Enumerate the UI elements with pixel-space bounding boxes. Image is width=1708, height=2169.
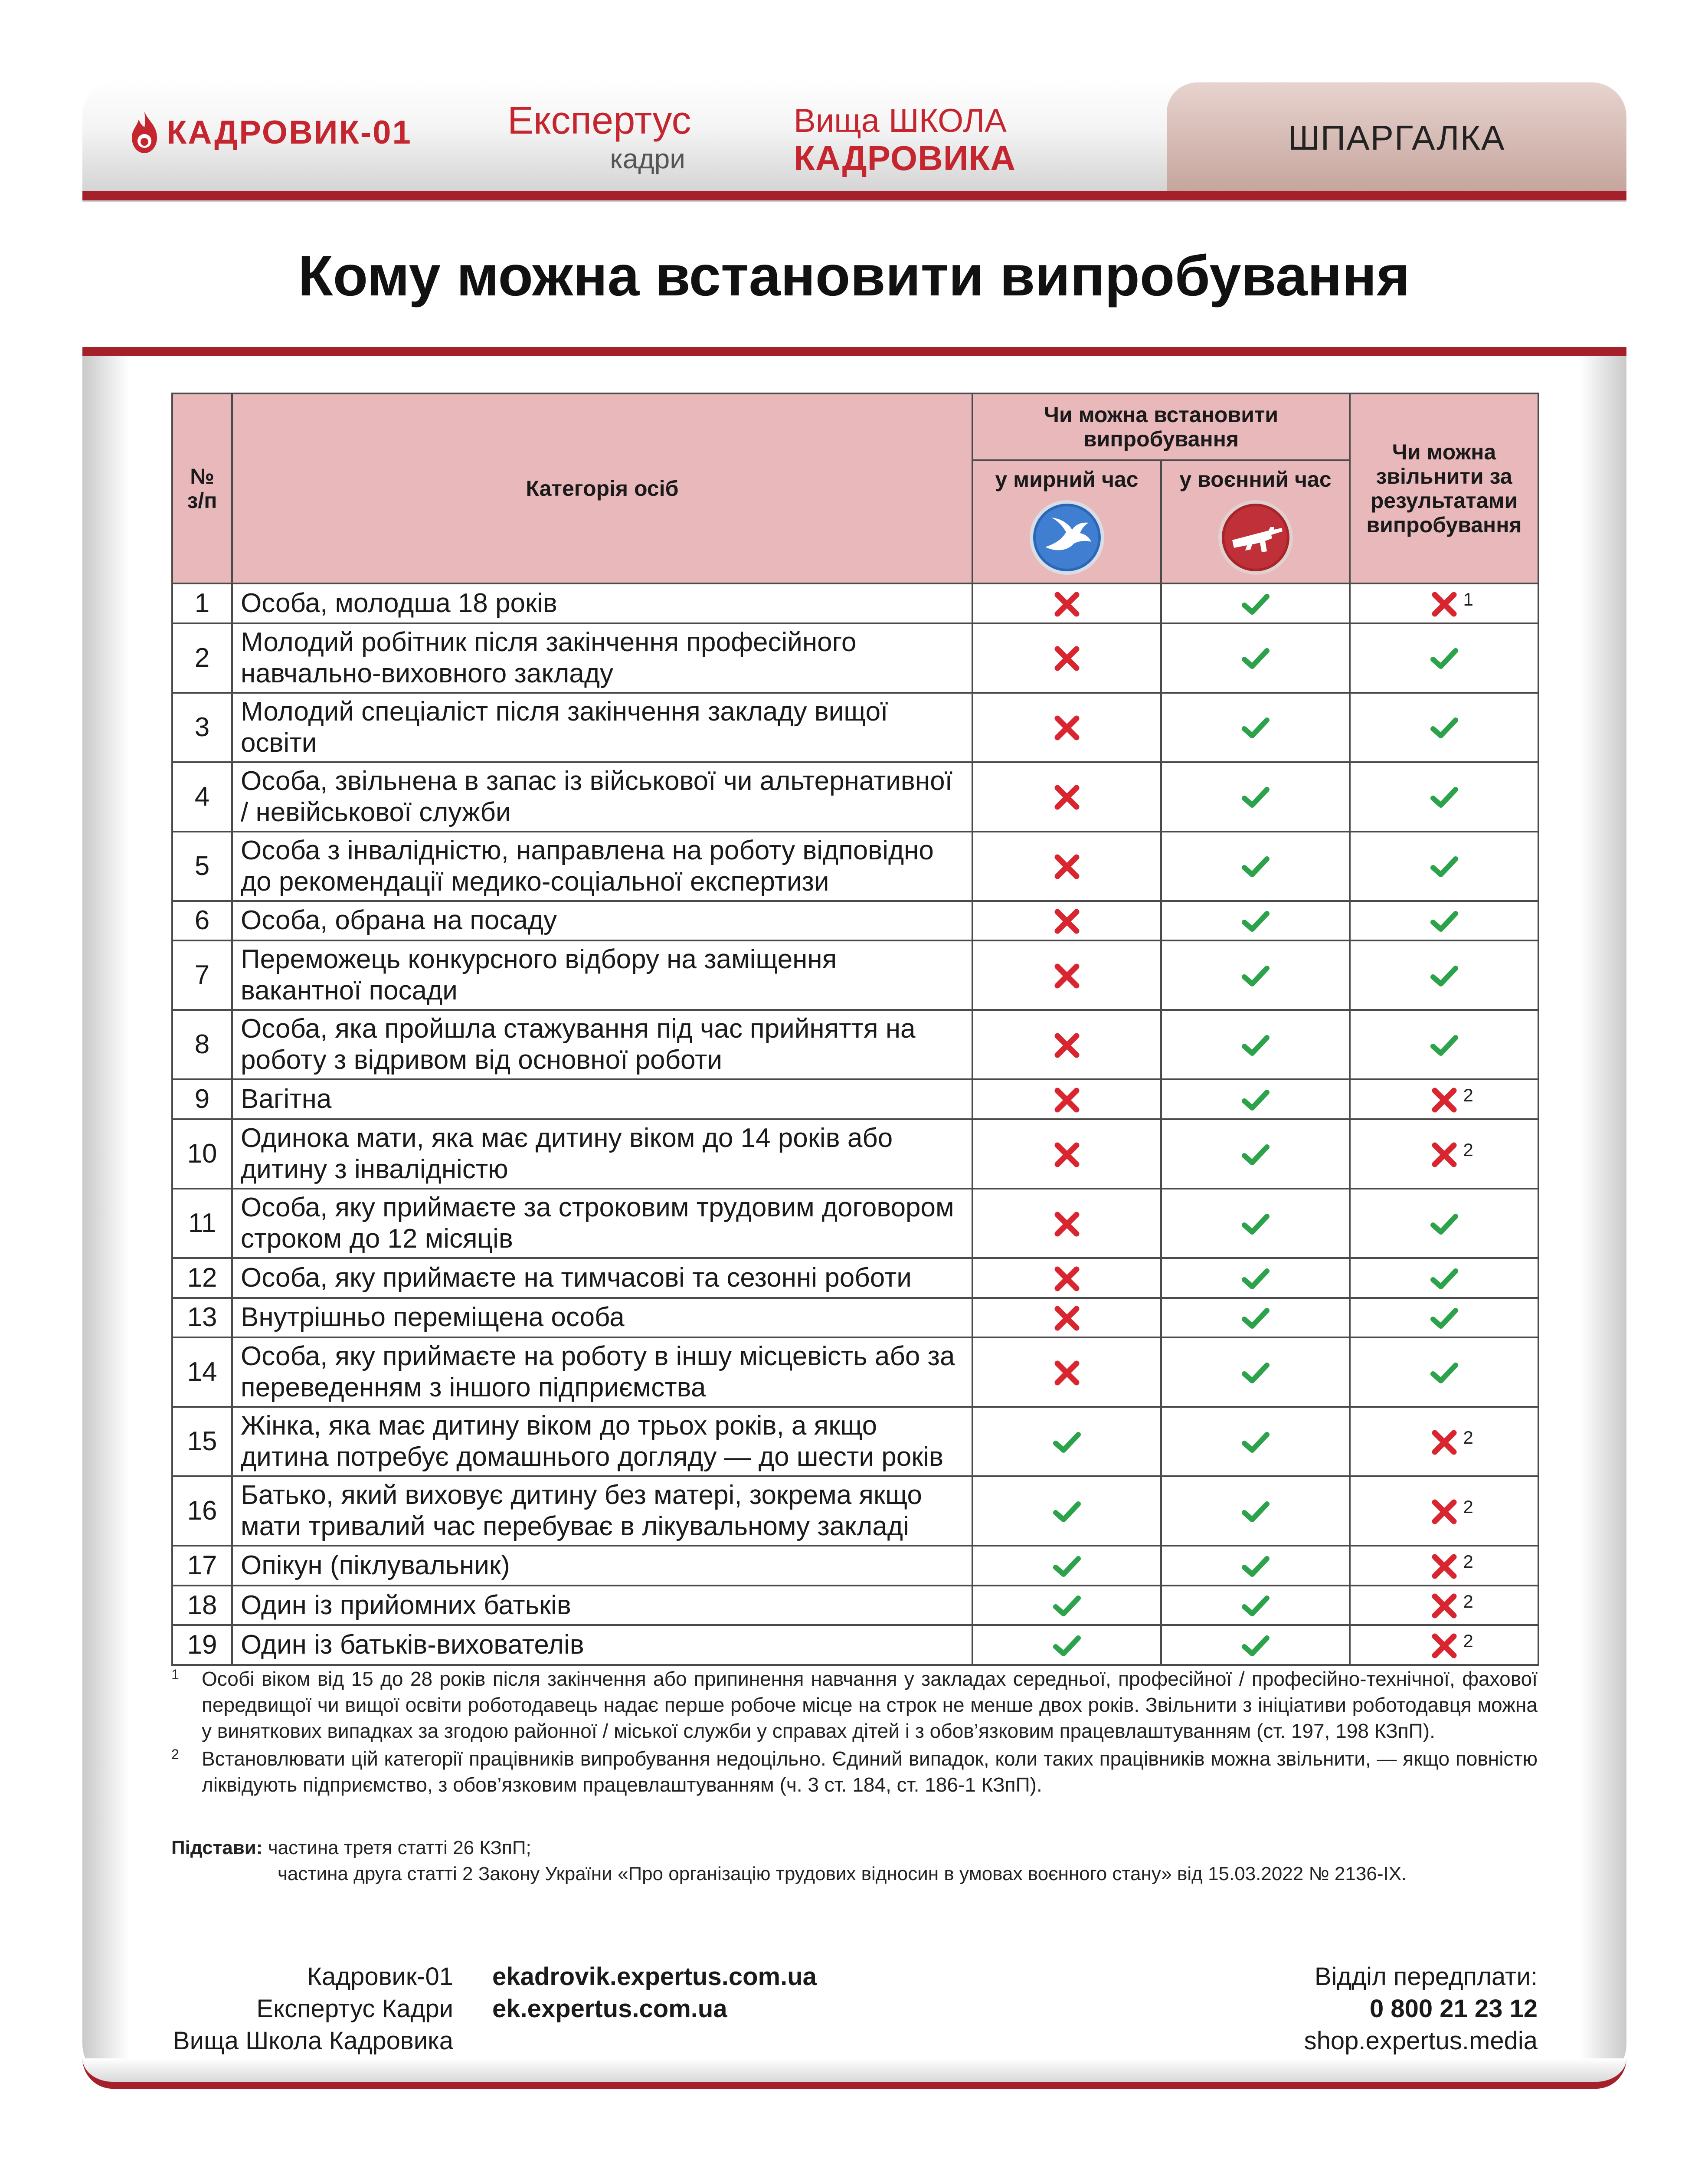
- row-number: 18: [172, 1586, 232, 1625]
- cell-peace: [972, 1476, 1161, 1546]
- mark-wrap: [1429, 850, 1460, 883]
- table-row: [172, 1407, 1538, 1476]
- school-logo: Вища ШКОЛА КАДРОВИКА: [794, 102, 1016, 177]
- cell-dismiss: [1350, 1258, 1538, 1298]
- row-number: 10: [172, 1119, 232, 1189]
- cross-icon: [1051, 1084, 1083, 1116]
- cell-dismiss: [1350, 1298, 1538, 1338]
- cell-peace: [972, 1625, 1161, 1665]
- row-number: 3: [172, 693, 232, 762]
- table-row: [172, 1189, 1538, 1258]
- check-icon: [1240, 1551, 1271, 1582]
- mark-wrap: [1429, 1083, 1473, 1116]
- check-icon: [1429, 1030, 1460, 1061]
- bases-line-2: частина друга статті 2 Закону України «Про організацію трудових відносин в умовах воєнного стану» від 15.03.2022 № 2136-IX.: [278, 1863, 1407, 1884]
- cell-dismiss: [1350, 832, 1538, 901]
- cross-icon: [1051, 643, 1083, 674]
- row-number: 14: [172, 1337, 232, 1407]
- cell-peace: [972, 693, 1161, 762]
- check-icon: [1240, 589, 1271, 620]
- rifle-icon: [1217, 498, 1295, 577]
- row-category: Батько, який виховує дитину без матері, зокрема якщо мати тривалий час перебуває в лікувальному закладі: [232, 1476, 972, 1546]
- mark-wrap: [1429, 959, 1460, 992]
- mark-wrap: [1051, 1549, 1083, 1582]
- footnotes: [171, 1666, 1538, 1799]
- check-icon: [1240, 1209, 1271, 1240]
- table-row: [172, 1079, 1538, 1119]
- row-number: 19: [172, 1625, 232, 1665]
- row-category: Молодий робітник після закінчення професійного навчально-виховного закладу: [232, 623, 972, 693]
- cell-war: [1161, 1476, 1350, 1546]
- mark-wrap: [1051, 1494, 1083, 1527]
- mark-wrap: [1429, 1028, 1460, 1061]
- col-num-header: № з/п: [172, 393, 232, 583]
- cell-war: [1161, 1119, 1350, 1189]
- page-title: Кому можна встановити випробування: [298, 244, 1410, 308]
- cell-peace: [972, 901, 1161, 941]
- mark-wrap: [1429, 587, 1473, 620]
- legal-bases: [171, 1835, 1538, 1887]
- col-can-set-header: Чи можна встановити випробування: [972, 393, 1350, 460]
- table-row: [172, 1010, 1538, 1079]
- row-number: 11: [172, 1189, 232, 1258]
- mark-wrap: [1051, 1028, 1083, 1061]
- footnote-ref: 2: [1463, 1497, 1473, 1517]
- frame-bottom-edge: [82, 2058, 1626, 2089]
- cell-peace: [972, 1079, 1161, 1119]
- row-number: 9: [172, 1079, 232, 1119]
- flame-icon: [130, 111, 159, 154]
- row-number: 6: [172, 901, 232, 941]
- cell-peace: [972, 1407, 1161, 1476]
- cell-dismiss: [1350, 940, 1538, 1010]
- row-category: Особа з інвалідністю, направлена на роботу відповідно до рекомендації медико-соціальної експертизи: [232, 832, 972, 901]
- cell-peace: [972, 623, 1161, 693]
- cell-war: [1161, 1258, 1350, 1298]
- mark-wrap: [1051, 1589, 1083, 1622]
- cell-dismiss: [1350, 1337, 1538, 1407]
- cell-peace: [972, 1189, 1161, 1258]
- row-category: Особа, яка пройшла стажування під час прийняття на роботу з відривом від основної роботи: [232, 1010, 972, 1079]
- check-icon: [1429, 1357, 1460, 1389]
- mark-wrap: [1240, 1356, 1271, 1389]
- table-row: [172, 1337, 1538, 1407]
- cross-icon: [1051, 1263, 1083, 1294]
- subscription-phone[interactable]: 0 800 21 23 12: [1369, 1995, 1538, 2023]
- cell-peace: [972, 1298, 1161, 1338]
- header-rule: [82, 191, 1626, 200]
- table-row: [172, 832, 1538, 901]
- bases-label: Підстави:: [171, 1837, 263, 1858]
- mark-wrap: [1429, 1261, 1460, 1294]
- row-number: 7: [172, 940, 232, 1010]
- cell-dismiss: [1350, 1546, 1538, 1586]
- table-row: [172, 1476, 1538, 1546]
- mark-wrap: [1051, 1137, 1083, 1170]
- table-row: [172, 1298, 1538, 1338]
- col-war-header: у воєнний час: [1161, 460, 1350, 583]
- probation-table: [171, 393, 1539, 1666]
- bases-line-1: частина третя статті 26 КЗпП;: [268, 1837, 531, 1858]
- cell-dismiss: [1350, 1625, 1538, 1665]
- mark-wrap: [1429, 642, 1460, 675]
- cross-icon: [1429, 1590, 1460, 1622]
- check-icon: [1240, 906, 1271, 937]
- table-row: [172, 1119, 1538, 1189]
- dove-icon: [1028, 498, 1106, 577]
- cell-war: [1161, 1546, 1350, 1586]
- cell-dismiss: [1350, 1119, 1538, 1189]
- row-number: 13: [172, 1298, 232, 1338]
- row-category: Особа, молодша 18 років: [232, 583, 972, 623]
- row-number: 5: [172, 832, 232, 901]
- mark-wrap: [1429, 1589, 1473, 1622]
- cross-icon: [1051, 906, 1083, 937]
- check-icon: [1240, 782, 1271, 813]
- mark-wrap: [1051, 642, 1083, 675]
- footnote-ref: 2: [1463, 1631, 1473, 1651]
- cross-icon: [1429, 1551, 1460, 1582]
- mark-wrap: [1240, 1301, 1271, 1334]
- check-icon: [1429, 960, 1460, 992]
- cross-icon: [1051, 1303, 1083, 1334]
- cross-icon: [1429, 1139, 1460, 1170]
- mark-wrap: [1051, 1083, 1083, 1116]
- mark-wrap: [1051, 780, 1083, 813]
- mark-wrap: [1051, 850, 1083, 883]
- cell-dismiss: [1350, 693, 1538, 762]
- cross-icon: [1051, 1030, 1083, 1061]
- table-row: [172, 940, 1538, 1010]
- footer-subscription: [1171, 1961, 1538, 2057]
- cell-dismiss: [1350, 623, 1538, 693]
- cell-war: [1161, 832, 1350, 901]
- mark-wrap: [1429, 780, 1460, 813]
- cell-peace: [972, 1258, 1161, 1298]
- check-icon: [1240, 1303, 1271, 1334]
- mark-wrap: [1240, 1261, 1271, 1294]
- table-row: [172, 693, 1538, 762]
- row-number: 2: [172, 623, 232, 693]
- check-icon: [1240, 643, 1271, 674]
- row-number: 8: [172, 1010, 232, 1079]
- row-number: 17: [172, 1546, 232, 1586]
- mark-wrap: [1240, 959, 1271, 992]
- cell-dismiss: [1350, 1010, 1538, 1079]
- mark-wrap: [1429, 1549, 1473, 1582]
- cell-dismiss: [1350, 583, 1538, 623]
- cell-peace: [972, 583, 1161, 623]
- row-category: Особа, обрана на посаду: [232, 901, 972, 941]
- mark-wrap: [1429, 1207, 1460, 1240]
- mark-wrap: [1051, 1207, 1083, 1240]
- mark-wrap: [1240, 850, 1271, 883]
- check-icon: [1429, 906, 1460, 937]
- row-category: Внутрішньо переміщена особа: [232, 1298, 972, 1338]
- col-dismiss-header: Чи можна звільнити за результатами випробування: [1350, 393, 1538, 583]
- check-icon: [1429, 1209, 1460, 1240]
- row-number: 12: [172, 1258, 232, 1298]
- cell-peace: [972, 1119, 1161, 1189]
- cell-dismiss: [1350, 1476, 1538, 1546]
- subscription-label: Відділ передплати:: [1314, 1963, 1538, 1991]
- mark-wrap: [1051, 959, 1083, 992]
- check-icon: [1429, 1303, 1460, 1334]
- mark-wrap: [1240, 1494, 1271, 1527]
- table-row: [172, 1586, 1538, 1625]
- cell-peace: [972, 940, 1161, 1010]
- cross-icon: [1051, 851, 1083, 882]
- mark-wrap: [1240, 1549, 1271, 1582]
- cell-war: [1161, 1625, 1350, 1665]
- cell-peace: [972, 1586, 1161, 1625]
- mark-wrap: [1240, 1028, 1271, 1061]
- footer-links: [492, 1961, 817, 2025]
- row-category: Особа, звільнена в запас із військової чи альтернативної / невійськової служби: [232, 762, 972, 832]
- cross-icon: [1051, 712, 1083, 744]
- row-category: Жінка, яка має дитину віком до трьох років, а якщо дитина потребує домашнього догляду — до шести років: [232, 1407, 972, 1476]
- mark-wrap: [1051, 1261, 1083, 1294]
- mark-wrap: [1240, 904, 1271, 937]
- check-icon: [1051, 1590, 1083, 1622]
- cell-war: [1161, 1337, 1350, 1407]
- footnote-ref: 2: [1463, 1591, 1473, 1612]
- cell-dismiss: [1350, 1586, 1538, 1625]
- table-row: [172, 623, 1538, 693]
- cross-icon: [1429, 589, 1460, 620]
- link-ekadrovik[interactable]: ekadrovik.expertus.com.ua: [492, 1963, 817, 1991]
- link-ek[interactable]: ek.expertus.com.ua: [492, 1995, 727, 2023]
- mark-wrap: [1240, 1207, 1271, 1240]
- cell-war: [1161, 901, 1350, 941]
- cross-icon: [1429, 1630, 1460, 1661]
- frame-top-rule: [82, 347, 1626, 356]
- check-icon: [1240, 1590, 1271, 1622]
- cross-icon: [1051, 1357, 1083, 1389]
- row-number: 15: [172, 1407, 232, 1476]
- mark-wrap: [1240, 1137, 1271, 1170]
- cross-icon: [1051, 960, 1083, 992]
- check-icon: [1429, 851, 1460, 882]
- check-icon: [1240, 1030, 1271, 1061]
- cross-icon: [1051, 1209, 1083, 1240]
- footer-brands: Кадровик-01 Експертус Кадри Вища Школа Кадровика: [173, 1963, 453, 2055]
- mark-wrap: [1429, 1356, 1460, 1389]
- table-row: [172, 901, 1538, 941]
- cell-war: [1161, 762, 1350, 832]
- mark-wrap: [1429, 1137, 1473, 1170]
- footnote-ref: 2: [1463, 1551, 1473, 1572]
- cell-peace: [972, 832, 1161, 901]
- cross-icon: [1051, 589, 1083, 620]
- cross-icon: [1051, 782, 1083, 813]
- check-icon: [1240, 1427, 1271, 1458]
- cell-war: [1161, 1407, 1350, 1476]
- cell-war: [1161, 623, 1350, 693]
- check-icon: [1240, 851, 1271, 882]
- mark-wrap: [1429, 1494, 1473, 1527]
- table-row: [172, 1625, 1538, 1665]
- cell-war: [1161, 1079, 1350, 1119]
- table-row: [172, 1546, 1538, 1586]
- footnote-2: 2 Встановлювати цій категорії працівників випробування недоцільно. Єдиний випадок, коли таких працівників можна звільнити, — якщо повністю ліквідують підприємство, з обов’язковим працевлаштуванням (ч. 3 ст. 184, ст. 186-1 КЗпП).: [171, 1746, 1538, 1796]
- mark-wrap: [1429, 1425, 1473, 1458]
- footnote-ref: 2: [1463, 1427, 1473, 1448]
- col-peace-header: у мирний час: [972, 460, 1161, 583]
- check-icon: [1240, 960, 1271, 992]
- expertus-logo: Експертус кадри: [507, 99, 691, 174]
- cross-icon: [1051, 1139, 1083, 1170]
- check-icon: [1051, 1496, 1083, 1527]
- row-category: Один із батьків-вихователів: [232, 1625, 972, 1665]
- row-category: Одинока мати, яка має дитину віком до 14 років або дитину з інвалідністю: [232, 1119, 972, 1189]
- cell-war: [1161, 1189, 1350, 1258]
- mark-wrap: [1051, 1356, 1083, 1389]
- cell-dismiss: [1350, 762, 1538, 832]
- mark-wrap: [1429, 711, 1460, 744]
- table-row: [172, 583, 1538, 623]
- mark-wrap: [1240, 1425, 1271, 1458]
- mark-wrap: [1051, 711, 1083, 744]
- check-icon: [1240, 1357, 1271, 1389]
- cell-peace: [972, 762, 1161, 832]
- row-category: Один із прийомних батьків: [232, 1586, 972, 1625]
- footnote-1: 1 Особі віком від 15 до 28 років після закінчення або припинення навчання у закладах середньої, професійної / професійно-технічної, фахової передвищої чи вищої освіти роботодавець надає перше робоче місце на строк не менше двох років. Звільнити з ініціативи роботодавця можна у виняткових випадках за згодою районної / міської служби у справах дітей і з обов’язковим працевлаштуванням (ст. 197, 198 КЗпП).: [171, 1667, 1538, 1742]
- cell-war: [1161, 583, 1350, 623]
- check-icon: [1240, 1084, 1271, 1116]
- cell-war: [1161, 940, 1350, 1010]
- row-category: Опікун (піклувальник): [232, 1546, 972, 1586]
- mark-wrap: [1051, 587, 1083, 620]
- cell-dismiss: [1350, 1189, 1538, 1258]
- row-category: Молодий спеціаліст після закінчення закладу вищої освіти: [232, 693, 972, 762]
- row-category: Особа, яку приймаєте на тимчасові та сезонні роботи: [232, 1258, 972, 1298]
- cell-dismiss: [1350, 1407, 1538, 1476]
- cell-peace: [972, 1546, 1161, 1586]
- check-icon: [1429, 643, 1460, 674]
- mark-wrap: [1051, 904, 1083, 937]
- row-number: 1: [172, 583, 232, 623]
- mark-wrap: [1240, 1589, 1271, 1622]
- mark-wrap: [1051, 1301, 1083, 1334]
- cell-dismiss: [1350, 1079, 1538, 1119]
- row-category: Переможець конкурсного відбору на заміщення вакантної посади: [232, 940, 972, 1010]
- check-icon: [1240, 1263, 1271, 1294]
- mark-wrap: [1240, 587, 1271, 620]
- mark-wrap: [1240, 1083, 1271, 1116]
- cell-war: [1161, 1010, 1350, 1079]
- check-icon: [1051, 1427, 1083, 1458]
- cross-icon: [1429, 1084, 1460, 1116]
- cell-war: [1161, 693, 1350, 762]
- mark-wrap: [1051, 1425, 1083, 1458]
- mark-wrap: [1429, 1301, 1460, 1334]
- check-icon: [1429, 712, 1460, 744]
- row-category: Особа, яку приймаєте на роботу в іншу місцевість або за переведенням з іншого підприємства: [232, 1337, 972, 1407]
- check-icon: [1240, 1139, 1271, 1170]
- check-icon: [1051, 1551, 1083, 1582]
- footnote-ref: 1: [1463, 589, 1473, 609]
- check-icon: [1429, 1263, 1460, 1294]
- cell-peace: [972, 1010, 1161, 1079]
- footnote-ref: 2: [1463, 1140, 1473, 1160]
- check-icon: [1051, 1630, 1083, 1661]
- mark-wrap: [1240, 642, 1271, 675]
- check-icon: [1240, 712, 1271, 744]
- cell-dismiss: [1350, 901, 1538, 941]
- row-number: 16: [172, 1476, 232, 1546]
- cell-war: [1161, 1298, 1350, 1338]
- row-category: Вагітна: [232, 1079, 972, 1119]
- mark-wrap: [1240, 711, 1271, 744]
- footnote-ref: 2: [1463, 1085, 1473, 1106]
- cross-icon: [1429, 1427, 1460, 1458]
- cell-war: [1161, 1586, 1350, 1625]
- col-category-header: Категорія осіб: [232, 393, 972, 583]
- shop-link[interactable]: shop.expertus.media: [1304, 2027, 1538, 2055]
- kadrovyk-logo: КАДРОВИК-01: [130, 111, 412, 154]
- mark-wrap: [1240, 1628, 1271, 1661]
- cell-peace: [972, 1337, 1161, 1407]
- table-row: [172, 1258, 1538, 1298]
- mark-wrap: [1240, 780, 1271, 813]
- check-icon: [1240, 1630, 1271, 1661]
- cross-icon: [1429, 1496, 1460, 1527]
- check-icon: [1240, 1496, 1271, 1527]
- cheat-sheet-tab: ШПАРГАЛКА: [1167, 82, 1626, 193]
- row-category: Особа, яку приймаєте за строковим трудовим договором строком до 12 місяців: [232, 1189, 972, 1258]
- check-icon: [1429, 782, 1460, 813]
- table-row: [172, 762, 1538, 832]
- mark-wrap: [1429, 1628, 1473, 1661]
- mark-wrap: [1051, 1628, 1083, 1661]
- row-number: 4: [172, 762, 232, 832]
- mark-wrap: [1429, 904, 1460, 937]
